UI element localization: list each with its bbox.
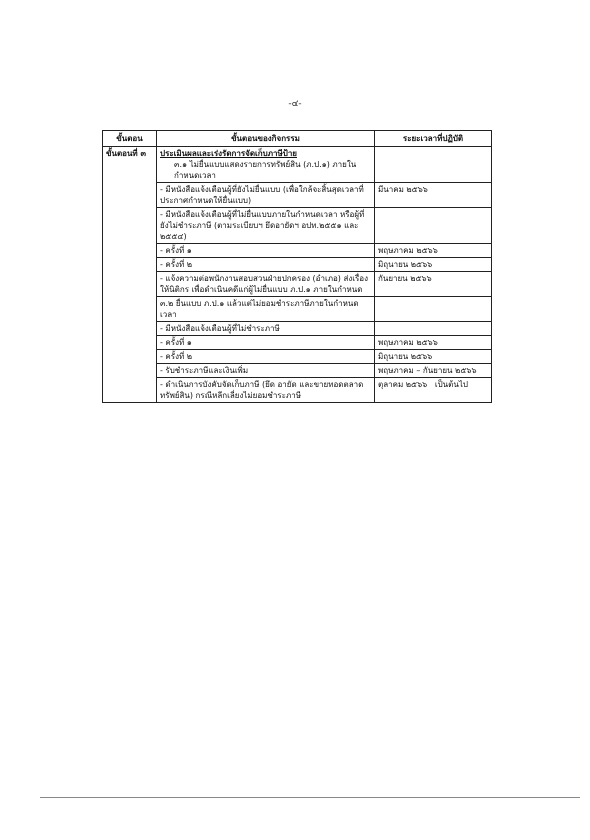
time-cell: พฤษภาคม ๒๕๖๖ [375, 336, 492, 350]
time-cell: พฤษภาคม ๒๕๖๖ [375, 244, 492, 258]
activity-cell: - ครั้งที่ ๑ [157, 336, 375, 350]
header-step: ขั้นตอน [103, 131, 157, 147]
header-duration: ระยะเวลาที่ปฏิบัติ [375, 131, 492, 147]
table-row [103, 350, 492, 364]
table-row [103, 297, 492, 322]
activity-cell: - ครั้งที่ ๒ [157, 350, 375, 364]
step-label: ขั้นตอนที่ ๓ [106, 149, 146, 158]
time-cell: ตุลาคม ๒๕๖๖ เป็นต้นไป [375, 378, 492, 403]
footer-divider [40, 797, 580, 798]
activity-cell: - แจ้งความต่อพนักงานสอบสวนฝ่ายปกครอง (อำเภอ) ส่งเรื่องให้นิติกร เพื่อดำเนินคดีแก่ผู้ไม่ยื่นแบบ ภ.ป.๑ ภายในกำหนด [157, 272, 375, 297]
activity-cell: - มีหนังสือแจ้งเตือนผู้ที่ไม่ยื่นแบบภายในกำหนดเวลา หรือผู้ที่ยังไม่ชำระภาษี (ตามระเบียบฯ ยึดอายัดฯ อปท.๒๕๕๑ และ ๒๕๕๔) [157, 208, 375, 244]
table-row [103, 272, 492, 297]
table-row [103, 258, 492, 272]
activity-text: ๓.๑ ไม่ยื่นแบบแสดงรายการทรัพย์สิน (ภ.ป.๑) ภายในกำหนดเวลา [174, 160, 357, 180]
table-header-row [103, 131, 492, 147]
activity-cell: - รับชำระภาษีและเงินเพิ่ม [157, 364, 375, 378]
table-row [103, 244, 492, 258]
activity-cell: - ครั้งที่ ๑ [157, 244, 375, 258]
time-cell: มิถุนายน ๒๕๖๖ [375, 350, 492, 364]
time-cell [375, 322, 492, 336]
activity-cell: - มีหนังสือแจ้งเตือนผู้ที่ยังไม่ยื่นแบบ (เพื่อใกล้จะสิ้นสุดเวลาที่ประกาศกำหนดให้ยื่นแบบ) [157, 183, 375, 208]
activity-cell: - ดำเนินการบังคับจัดเก็บภาษี (ยึด อายัด และขายทอดตลาดทรัพย์สิน) กรณีหลีกเลี่ยงไม่ยอมชำระภาษี [157, 378, 375, 403]
section-title: ประเมินผลและเร่งรัดการจัดเก็บภาษีป้าย [160, 149, 297, 158]
time-cell: พฤษภาคม – กันยายน ๒๕๖๖ [375, 364, 492, 378]
table-row [103, 322, 492, 336]
time-cell [375, 147, 492, 183]
table-row [103, 147, 492, 183]
activity-cell: - มีหนังสือแจ้งเตือนผู้ที่ไม่ชำระภาษี [157, 322, 375, 336]
time-cell: มิถุนายน ๒๕๖๖ [375, 258, 492, 272]
header-activity: ขั้นตอนของกิจกรรม [157, 131, 375, 147]
activity-cell: ๓.๒ ยื่นแบบ ภ.ป.๑ แล้วแต่ไม่ยอมชำระภาษีภายในกำหนดเวลา [157, 297, 375, 322]
time-cell: มีนาคม ๒๕๖๖ [375, 183, 492, 208]
table-row [103, 183, 492, 208]
time-cell [375, 297, 492, 322]
time-cell: กันยายน ๒๕๖๖ [375, 272, 492, 297]
table-row [103, 364, 492, 378]
step-cell [103, 147, 157, 403]
table-row [103, 336, 492, 350]
time-cell [375, 208, 492, 244]
table-row [103, 208, 492, 244]
table-row [103, 378, 492, 403]
schedule-table [102, 130, 492, 403]
page-number: -๔- [288, 99, 302, 109]
activity-cell: - ครั้งที่ ๒ [157, 258, 375, 272]
activity-cell [157, 147, 375, 183]
